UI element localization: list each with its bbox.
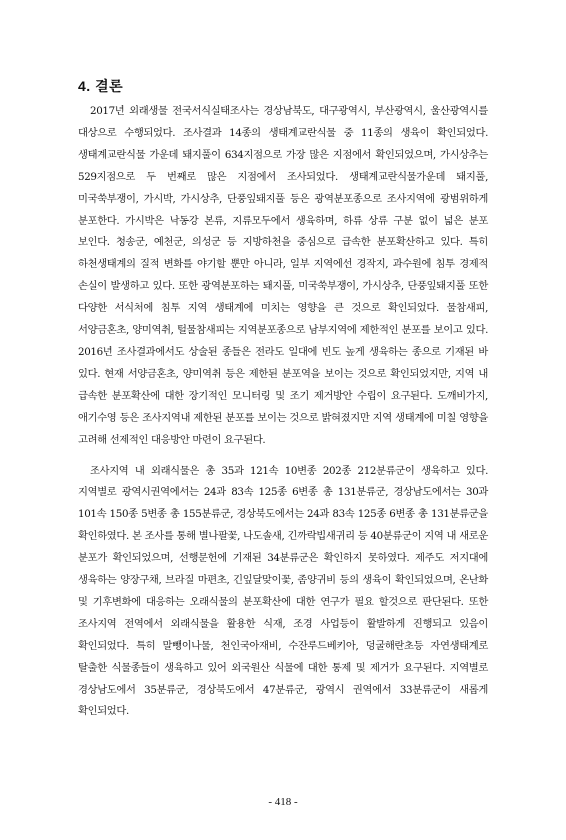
section-heading: 4. 결론	[78, 78, 124, 94]
body-text	[78, 101, 488, 732]
page-number: - 418 -	[268, 796, 298, 808]
paragraph: 2017년 외래생물 전국서식실태조사는 경상남북도, 대구광역시, 부산광역시, 울산광역시를 대상으로 수행되었다. 조사결과 14종의 생태계교란식물 중 11종의 생육이 확인되었다. 생태계교란식물 가운데 돼지풀이 634지점으로 가장 많은 지점에서 확인되었으며, 가시상추는 529지점으로 두 번째로 많은 지점에서 조사되었다. 생태계교란식물가운데 돼지풀, 미국쑥부쟁이, 가시박, 가시상추, 단풍잎돼지풀 등은 광역분포종으로 조사지역에 광범위하게 분포한다. 가시박은 낙동강 본류, 지류모두에서 생육하며, 하류 상류 구분 없이 넓은 분포 보인다. 청송군, 예천군, 의성군 등 지방하천을 중심으로 급속한 분포확산하고 있다. 특히 하천생태계의 질적 변화를 야기할 뿐만 아니라, 일부 지역에선 경작지, 과수원에 침투 경제적 손실이 발생하고 있다. 또한 광역분포하는 돼지풀, 미국쑥부쟁이, 가시상추, 단풍잎돼지풀 또한 다양한 서식처에 침투 지역 생태계에 미치는 영향을 큰 것으로 확인되었다. 물참새피, 서양금혼초, 양미역취, 털물참새피는 지역분포종으로 남부지역에 제한적인 분포를 보이고 있다. 2016년 조사결과에서도 상술된 종들은 전라도 일대에 빈도 높게 생육하는 종으로 기재된 바 있다. 현재 서양금혼초, 양미역취 등은 제한된 분포역을 보이는 것으로 확인되었지만, 지역 내 급속한 분포확산에 대한 장기적인 모니터링 및 조기 제거방안 수립이 요구된다. 도깨비가지, 애기수영 등은 조사지역내 제한된 분포를 보이는 것으로 밝혀졌지만 지역 생태계에 미칠 영향을 고려해 선제적인 대응방안 마련이 요구된다.	[78, 105, 488, 446]
paragraph: 조사지역 내 외래식물은 총 35과 121속 10변종 202종 212분류군이 생육하고 있다. 지역별로 광역시권역에서는 24과 83속 125종 6변종 총 131분류군, 경상남도에서는 30과 101속 150종 5변종 총 155분류군, 경상북도에서는 24과 83속 125종 6변종 총 131분류군을 확인하였다. 본 조사를 통해 별나팔꽃, 나도솔새, 긴까락빕새귀리 등 40분류군이 지역 내 새로운 분포가 확인되었으며, 선행문헌에 기재된 34분류군은 확인하지 못하였다. 제주도 저지대에 생육하는 양장구채, 브라질 마편초, 긴잎달맞이꽃, 좀양귀비 등의 생육이 확인되었으며, 온난화 및 기후변화에 대응하는 오래식물의 분포확산에 대한 연구가 필요 할것으로 판단된다. 또한 조사지역 전역에서 외래식물을 활용한 식재, 조경 사업등이 활발하게 진행되고 있음이 확인되었다. 특히 말뺑이나물, 천인국아재비, 수잔루드베키아, 덩굴해란초등 자연생태계로 탈출한 식물종들이 생육하고 있어 외국원산 식물에 대한 통제 및 제거가 요구된다. 지역별로 경상남도에서 35분류군, 경상북도에서 47분류군, 광역시 권역에서 33분류군이 새롭게 확인되었다.	[78, 464, 488, 718]
